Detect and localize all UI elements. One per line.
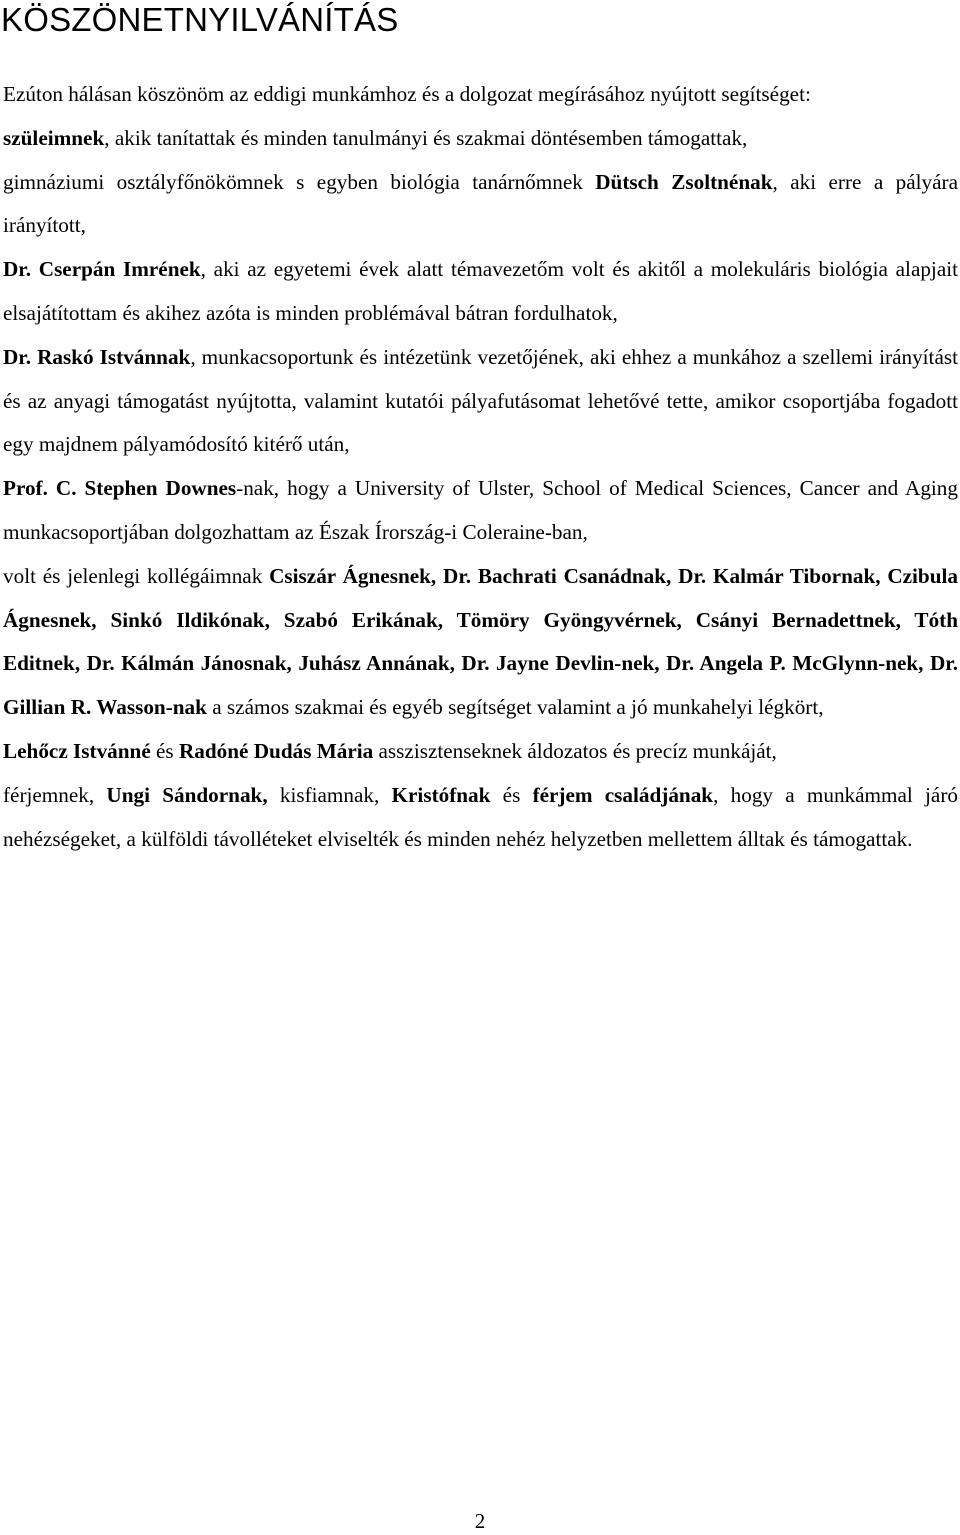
paragraph-colleagues xyxy=(3,555,958,730)
paragraph-text: férjemnek, xyxy=(3,782,107,807)
bold-name: férjem családjának xyxy=(532,782,714,807)
paragraph-supervisor xyxy=(3,248,958,336)
bold-name: Ungi Sándornak, xyxy=(106,782,268,807)
bold-name: Dr. Raskó Istvánnak xyxy=(3,344,191,369)
paragraph-text: Ezúton hálásan köszönöm az eddigi munkámhoz és a dolgozat megírásához nyújtott segítséget: xyxy=(3,82,811,106)
paragraph-text: és xyxy=(490,782,533,807)
paragraph-text: asszisztenseknek áldozatos és precíz munkáját, xyxy=(373,738,777,763)
bold-name: Csiszár Ágnesnek, Dr. Bachrati Csanádnak, Dr. Kalmár Tibornak, Czibula Ágnesnek, Sinkó Ildikónak, Szabó Erikának, Tömöry Gyöngyvérnek, Csányi Bernadettnek, Tóth Editnek, Dr. Kálmán Jánosnak, Juhász Annának, Dr. Jayne Devlin-nek, Dr. Angela P. McGlynn-nek, Dr. Gillian R. Wasson-nak xyxy=(3,563,958,720)
paragraph-group-leader xyxy=(3,336,958,467)
paragraph-text: , munkacsoportunk és intézetünk vezetőjének, aki ehhez a munkához a szellemi irányítást és az anyagi támogatást nyújtotta, valamint kutatói pályafutásomat lehetővé tette, amikor csoportjába fogadott egy majdnem pályamódosító kitérő után, xyxy=(3,344,958,457)
bold-name: Lehőcz Istvánné xyxy=(3,738,151,763)
paragraph-text: gimnáziumi osztályfőnökömnek s egyben biológia tanárnőmnek xyxy=(3,169,596,194)
paragraph-parents xyxy=(3,117,958,161)
paragraph-intro xyxy=(3,73,958,117)
paragraph-text: , aki az egyetemi évek alatt témavezetőm volt és akitől a molekuláris biológia alapjait elsajátítottam és akihez azóta is minden problémával bátran fordulhatok, xyxy=(3,257,958,325)
paragraph-ulster xyxy=(3,467,958,555)
bold-name: Radóné Dudás Mária xyxy=(178,738,374,763)
bold-name: szüleimnek xyxy=(3,125,105,150)
paragraph-text: volt és jelenlegi kollégáimnak xyxy=(3,563,270,588)
paragraph-text: kisfiamnak, xyxy=(267,782,392,807)
page-title: KÖSZÖNETNYILVÁNÍTÁS xyxy=(1,1,399,38)
bold-name: Dr. Cserpán Imrének xyxy=(3,257,201,282)
acknowledgements-body xyxy=(3,73,958,861)
paragraph-assistants xyxy=(3,730,958,774)
paragraph-text: , aki erre a pályára irányított, xyxy=(3,169,958,238)
page-number: 2 xyxy=(474,1509,486,1533)
paragraph-text: a számos szakmai és egyéb segítséget valamint a jó munkahelyi légkört, xyxy=(206,695,824,720)
paragraph-text: -nak, hogy a University of Ulster, School of Medical Sciences, Cancer and Aging munkacsoportjában dolgozhattam az Észak Írország-i Coleraine-ban, xyxy=(3,476,958,544)
paragraph-family xyxy=(3,774,958,862)
paragraph-text: , akik tanítattak és minden tanulmányi és szakmai döntésemben támogattak, xyxy=(104,125,748,150)
bold-name: Dütsch Zsoltnénak xyxy=(595,169,773,194)
bold-name: Prof. C. Stephen Downes xyxy=(3,476,237,501)
paragraph-text: és xyxy=(150,738,179,763)
bold-name: Kristófnak xyxy=(391,782,491,807)
paragraph-teacher xyxy=(3,161,958,249)
paragraph-text: , hogy a munkámmal járó nehézségeket, a külföldi távolléteket elviselték és minden nehéz helyzetben mellettem álltak és támogattak. xyxy=(3,782,958,851)
